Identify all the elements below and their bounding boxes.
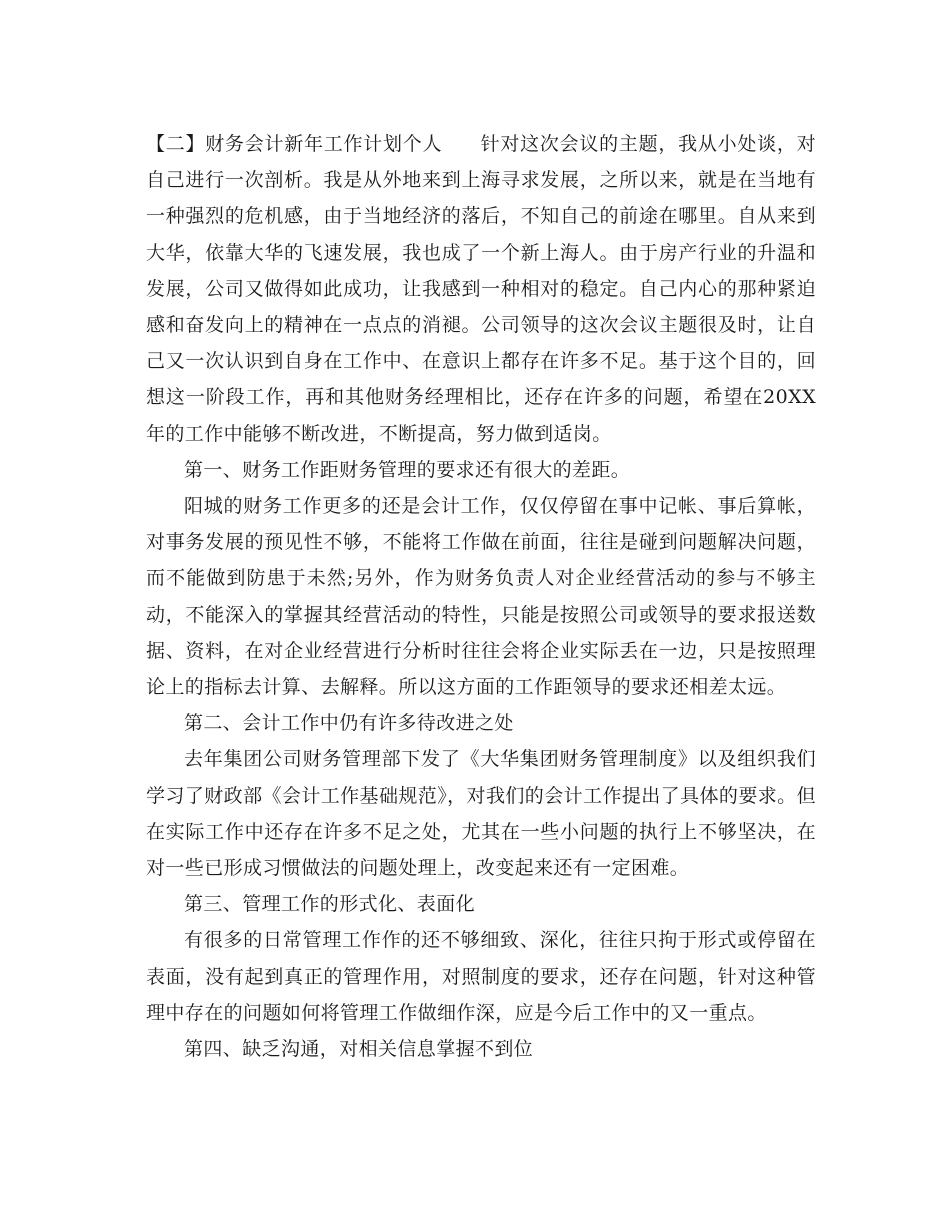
section-heading-3: 第三、管理工作的形式化、表面化 [184,893,476,916]
section-heading-1: 第一、财务工作距财务管理的要求还有很大的差距。 [184,458,631,481]
section-heading-2: 第二、会计工作中仍有许多待改进之处 [184,712,514,735]
intro-text: 针对这次会议的主题，我从小处谈，对自己进行一次剖析。我是从外地来到上海寻求发展，之所以来，就是在当地有一种强烈的危机感，由于当地经济的落后，不知自己的前途在哪里。自从来到大华，依靠大华的飞速发展，我也成了一个新上海人。由于房产行业的升温和发展，公司又做得如此成功，让我感到一种相对的稳定。自己内心的那种紧迫感和奋发向上的精神在一点点的消褪。公司领导的这次会议主题很及时，让自己又一次认识到自身在工作中、在意识上都存在许多不足。基于这个目的，回想这一阶段工作，再和其他财务经理相比，还存在许多的问题，希望在20XX年的工作中能够不断改进，不断提高，努力做到适岗。 [146,133,816,445]
body-paragraph-2: 去年集团公司财务管理部下发了《大华集团财务管理制度》以及组织我们学习了财政部《会计工作基础规范》，对我们的会计工作提出了具体的要求。但在实际工作中还存在许多不足之处，尤其在一些小问题的执行上不够坚决，在对一些已形成习惯做法的问题处理上，改变起来还有一定困难。 [146,748,816,880]
intro-paragraph [146,126,816,452]
body-paragraph-1: 阳城的财务工作更多的还是会计工作，仅仅停留在事中记帐、事后算帐，对事务发展的预见性不够，不能将工作做在前面，往往是碰到问题解决问题，而不能做到防患于未然;另外，作为财务负责人对企业经营活动的参与不够主动，不能深入的掌握其经营活动的特性，只能是按照公司或领导的要求报送数据、资料，在对企业经营进行分析时往往会将企业实际丢在一边，只是按照理论上的指标去计算、去解释。所以这方面的工作距领导的要求还相差太远。 [146,495,816,699]
body-paragraph-3: 有很多的日常管理工作作的还不够细致、深化，往往只拘于形式或停留在表面，没有起到真正的管理作用，对照制度的要求，还存在问题，针对这种管理中存在的问题如何将管理工作做细作深，应是今后工作中的又一重点。 [146,929,816,1024]
document-body [146,126,816,1067]
document-heading: 【二】财务会计新年工作计划个人 [146,133,443,155]
section-heading-4: 第四、缺乏沟通，对相关信息掌握不到位 [184,1038,534,1061]
